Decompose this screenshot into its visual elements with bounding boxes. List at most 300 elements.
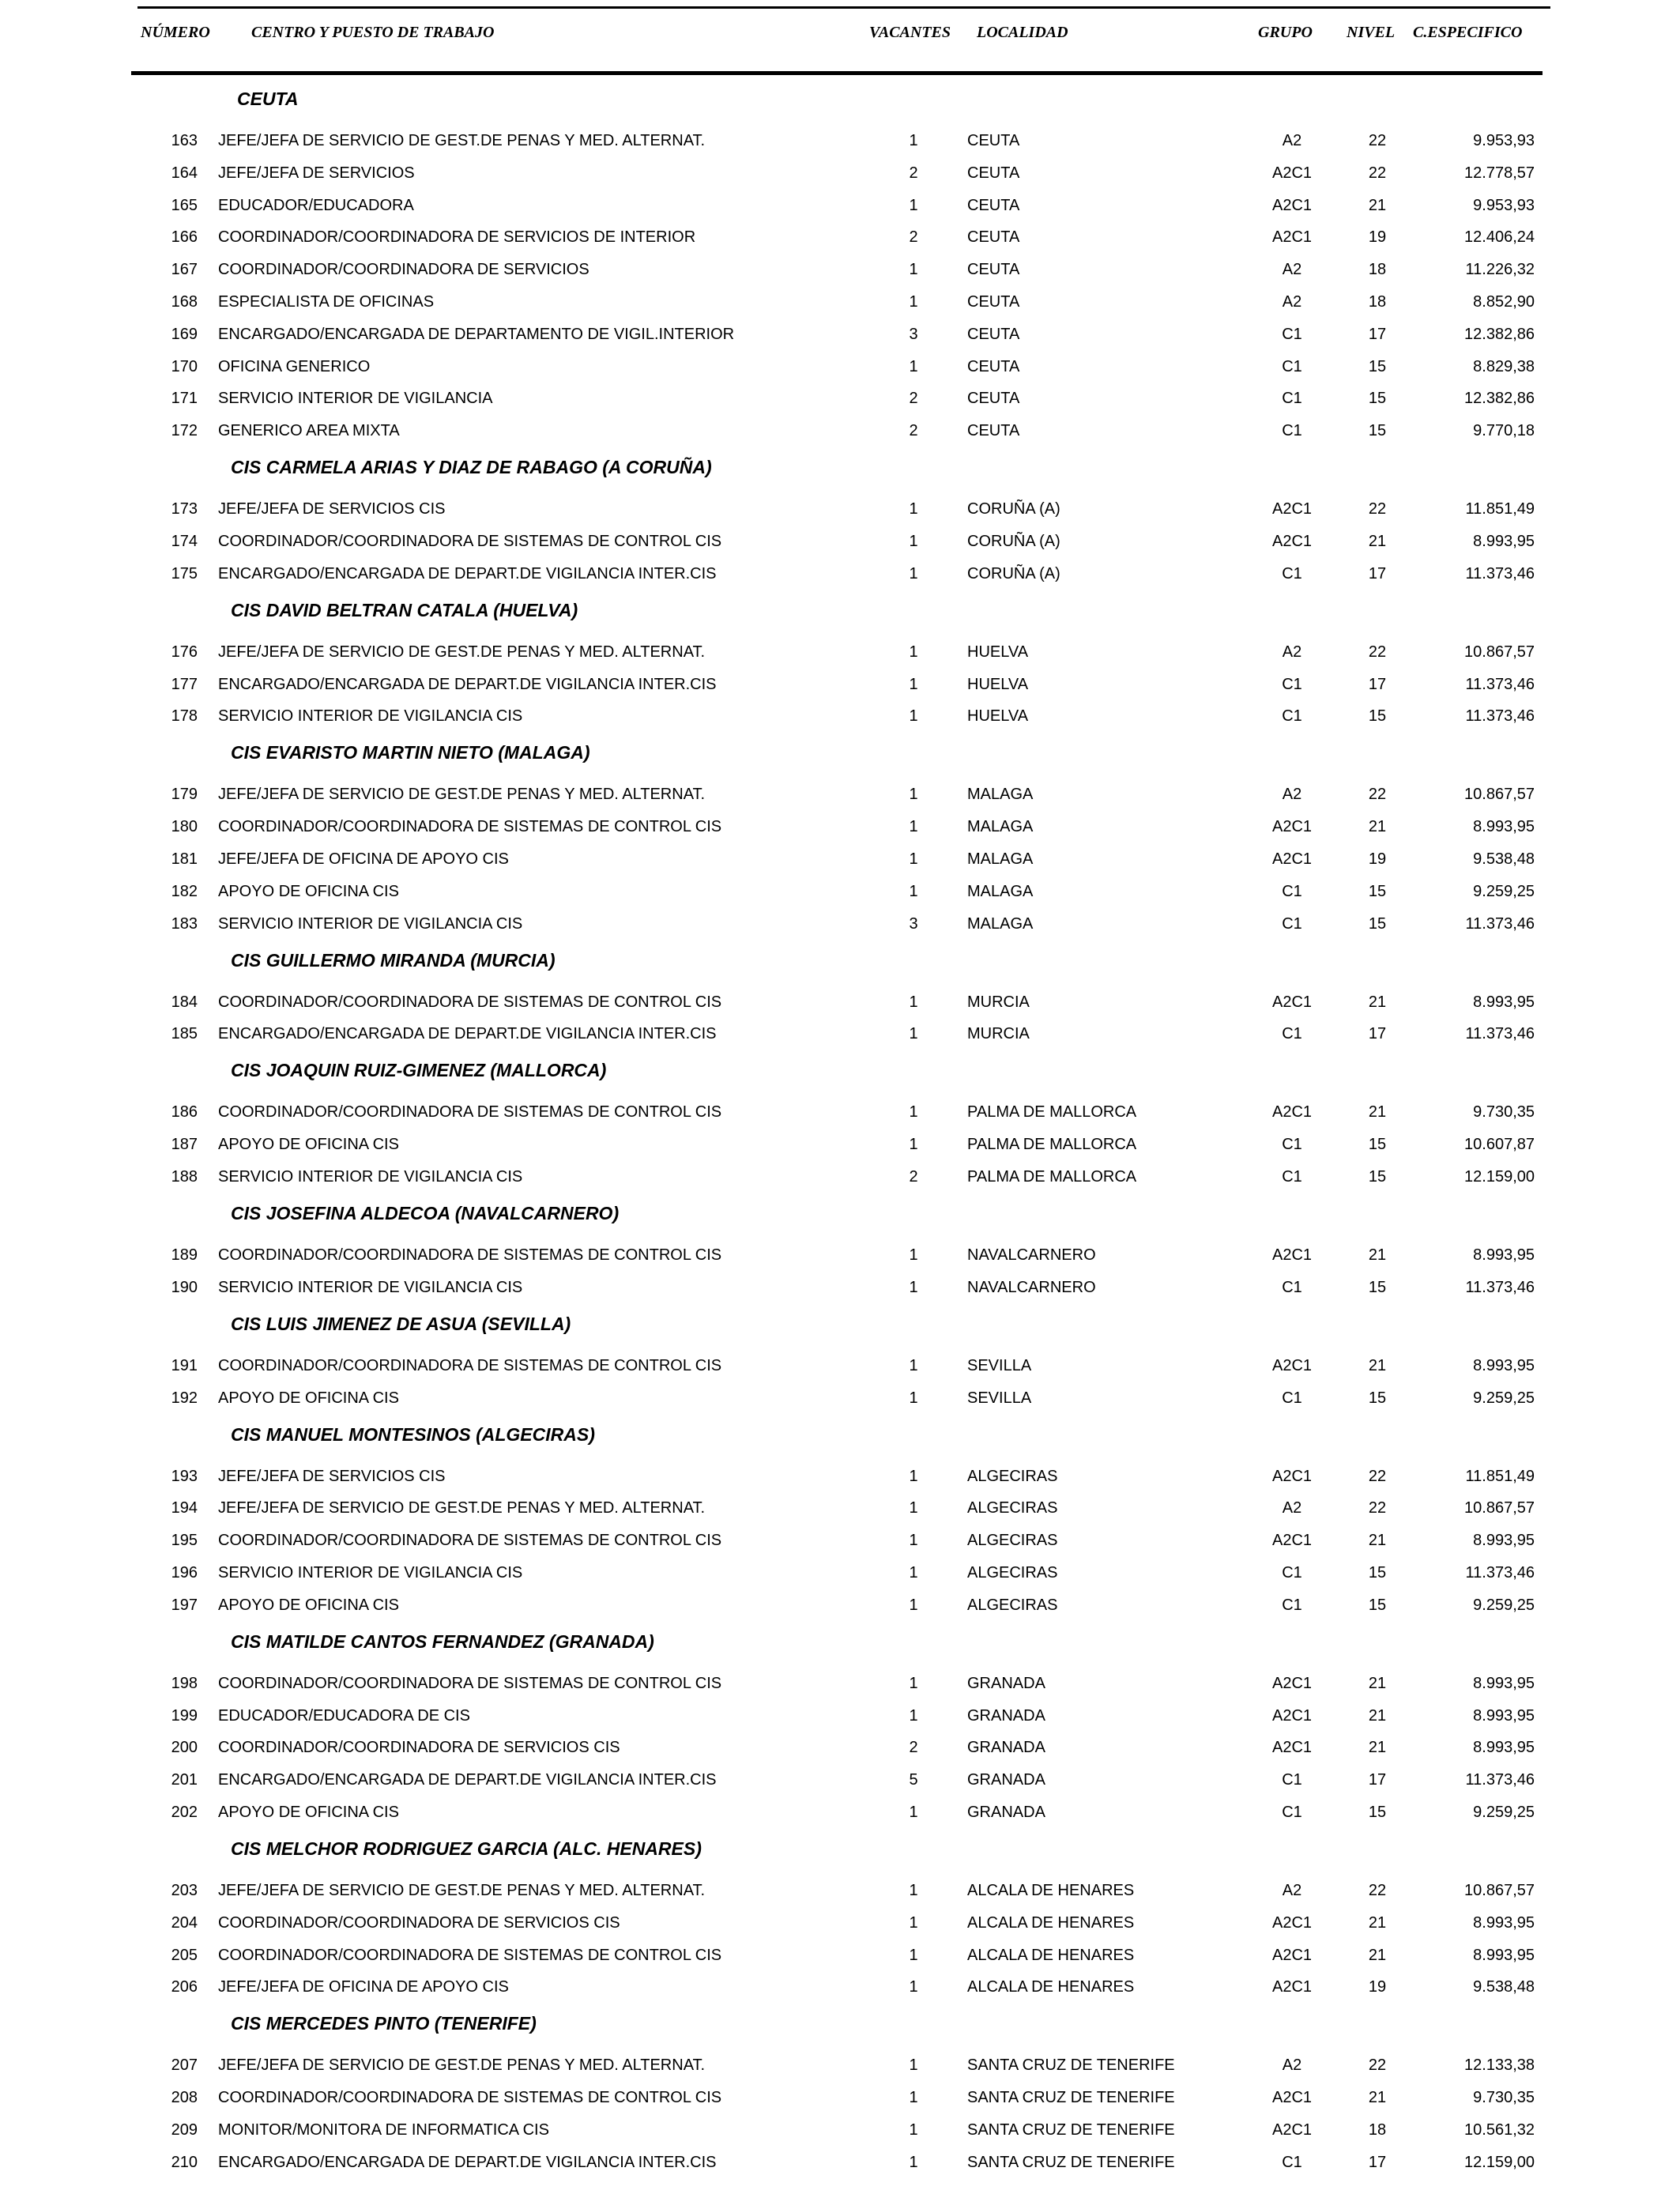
group: C1 <box>1282 882 1302 900</box>
vacancies: 3 <box>909 325 918 343</box>
vacancies: 1 <box>909 993 918 1011</box>
header-localidad: LOCALIDAD <box>977 24 1068 41</box>
position-name: APOYO DE OFICINA CIS <box>218 1136 399 1154</box>
position-name: ENCARGADO/ENCARGADA DE DEPART.DE VIGILANCIA INTER.CIS <box>218 675 717 693</box>
table-row <box>0 1354 1680 1381</box>
locality: GRANADA <box>967 1771 1045 1789</box>
table-row <box>0 1768 1680 1795</box>
group: A2C1 <box>1271 1913 1313 1932</box>
specific-complement: 9.953,93 <box>1473 196 1535 214</box>
header-vacantes: VACANTES <box>869 24 951 41</box>
table-row <box>0 2118 1680 2145</box>
position-name: COORDINADOR/COORDINADORA DE SERVICIOS DE INTERIOR <box>218 228 696 247</box>
level: 21 <box>1368 2089 1387 2107</box>
vacancies: 1 <box>909 1467 918 1485</box>
specific-complement: 11.373,46 <box>1465 1025 1535 1043</box>
position-name: JEFE/JEFA DE SERVICIO DE GEST.DE PENAS Y MED. ALTERNAT. <box>218 2056 706 2075</box>
row-number: 179 <box>171 786 198 804</box>
level: 21 <box>1368 1706 1387 1725</box>
row-number: 182 <box>171 882 198 900</box>
specific-complement: 9.259,25 <box>1473 1389 1535 1407</box>
specific-complement: 12.778,57 <box>1464 164 1535 182</box>
position-name: COORDINADOR/COORDINADORA DE SISTEMAS DE CONTROL CIS <box>218 993 722 1011</box>
table-row <box>0 1672 1680 1698</box>
level: 19 <box>1368 850 1387 868</box>
group: C1 <box>1282 1278 1302 1296</box>
specific-complement: 8.993,95 <box>1473 818 1535 836</box>
group: C1 <box>1282 1136 1302 1154</box>
locality: SANTA CRUZ DE TENERIFE <box>967 2089 1175 2107</box>
group: C1 <box>1282 1596 1302 1614</box>
group: A2C1 <box>1271 1356 1313 1374</box>
row-number: 186 <box>171 1103 198 1122</box>
row-number: 184 <box>171 993 198 1011</box>
level: 21 <box>1368 1246 1387 1264</box>
vacancies: 2 <box>909 228 918 247</box>
level: 15 <box>1368 1278 1387 1296</box>
specific-complement: 11.851,49 <box>1465 1467 1535 1485</box>
level: 22 <box>1368 1499 1387 1517</box>
specific-complement: 8.829,38 <box>1473 357 1535 375</box>
row-number: 166 <box>171 228 198 247</box>
group: C1 <box>1282 564 1302 582</box>
group: C1 <box>1282 1168 1302 1186</box>
level: 18 <box>1368 261 1387 279</box>
position-name: JEFE/JEFA DE SERVICIOS <box>218 164 415 182</box>
position-name: COORDINADOR/COORDINADORA DE SISTEMAS DE CONTROL CIS <box>218 1532 722 1550</box>
vacancies: 1 <box>909 132 918 149</box>
locality: CEUTA <box>967 196 1020 214</box>
position-name: ENCARGADO/ENCARGADA DE DEPART.DE VIGILANCIA INTER.CIS <box>218 2153 717 2171</box>
header-grupo: GRUPO <box>1258 24 1313 41</box>
group: A2C1 <box>1271 1467 1313 1485</box>
specific-complement: 9.259,25 <box>1473 882 1535 900</box>
vacancies: 2 <box>909 390 918 408</box>
level: 21 <box>1368 1946 1387 1964</box>
row-number: 171 <box>171 390 198 408</box>
position-name: COORDINADOR/COORDINADORA DE SISTEMAS DE CONTROL CIS <box>218 1103 722 1122</box>
section-title: CIS JOSEFINA ALDECOA (NAVALCARNERO) <box>231 1203 620 1223</box>
group: C1 <box>1282 914 1302 933</box>
specific-complement: 11.373,46 <box>1465 1771 1535 1789</box>
specific-complement: 9.953,93 <box>1473 132 1535 149</box>
level: 15 <box>1368 1564 1387 1581</box>
specific-complement: 8.993,95 <box>1473 1356 1535 1374</box>
specific-complement: 8.993,95 <box>1473 1739 1535 1757</box>
table-row <box>0 880 1680 907</box>
specific-complement: 10.867,57 <box>1464 786 1535 804</box>
vacancies: 2 <box>909 1168 918 1186</box>
level: 21 <box>1368 1532 1387 1550</box>
locality: MALAGA <box>967 850 1034 868</box>
vacancies: 1 <box>909 1025 918 1043</box>
group: A2C1 <box>1271 993 1313 1011</box>
row-number: 170 <box>171 357 198 375</box>
specific-complement: 11.851,49 <box>1465 500 1535 518</box>
row-number: 188 <box>171 1168 198 1186</box>
table-row <box>0 1943 1680 1970</box>
row-number: 165 <box>171 196 198 214</box>
table-row <box>0 355 1680 382</box>
specific-complement: 10.867,57 <box>1464 1882 1535 1899</box>
locality: NAVALCARNERO <box>967 1246 1096 1264</box>
level: 15 <box>1368 1168 1387 1186</box>
table-row <box>0 194 1680 221</box>
position-name: JEFE/JEFA DE SERVICIO DE GEST.DE PENAS Y MED. ALTERNAT. <box>218 643 706 661</box>
group: A2C1 <box>1271 164 1313 182</box>
table-row <box>0 640 1680 667</box>
group: A2C1 <box>1271 196 1313 214</box>
group: A2C1 <box>1271 1103 1313 1122</box>
locality: GRANADA <box>967 1674 1045 1692</box>
position-name: SERVICIO INTERIOR DE VIGILANCIA CIS <box>218 707 523 726</box>
group: C1 <box>1282 707 1302 726</box>
specific-complement: 8.993,95 <box>1473 993 1535 1011</box>
vacancies: 1 <box>909 643 918 661</box>
vacancies: 1 <box>909 818 918 836</box>
position-name: GENERICO AREA MIXTA <box>218 422 400 440</box>
group: A2C1 <box>1271 2089 1313 2107</box>
section-title: CIS CARMELA ARIAS Y DIAZ DE RABAGO (A CORUÑA) <box>231 457 712 478</box>
locality: ALCALA DE HENARES <box>967 1882 1135 1899</box>
top-rule <box>137 6 1550 9</box>
vacancies: 1 <box>909 2153 918 2171</box>
row-number: 173 <box>171 500 198 518</box>
table-row <box>0 1800 1680 1827</box>
specific-complement: 12.382,86 <box>1464 325 1535 343</box>
table-row <box>0 1022 1680 1049</box>
section-title: CIS DAVID BELTRAN CATALA (HUELVA) <box>231 599 578 620</box>
locality: ALGECIRAS <box>967 1499 1058 1517</box>
locality: MALAGA <box>967 818 1034 836</box>
group: A2C1 <box>1271 1946 1313 1964</box>
table-row <box>0 990 1680 1017</box>
table-row <box>0 1529 1680 1555</box>
level: 18 <box>1368 293 1387 311</box>
table-row <box>0 1496 1680 1523</box>
row-number: 185 <box>171 1025 198 1043</box>
locality: PALMA DE MALLORCA <box>967 1103 1137 1122</box>
locality: CORUÑA (A) <box>967 533 1060 550</box>
specific-complement: 9.259,25 <box>1473 1804 1535 1821</box>
position-name: APOYO DE OFICINA CIS <box>218 1389 399 1407</box>
row-number: 205 <box>171 1946 198 1964</box>
specific-complement: 8.993,95 <box>1473 1946 1535 1964</box>
row-number: 187 <box>171 1136 198 1154</box>
specific-complement: 8.993,95 <box>1473 533 1535 550</box>
level: 15 <box>1368 882 1387 900</box>
group: A2 <box>1282 132 1302 149</box>
level: 17 <box>1368 2153 1387 2171</box>
position-name: APOYO DE OFICINA CIS <box>218 1596 399 1614</box>
table-row <box>0 1704 1680 1731</box>
locality: CEUTA <box>967 228 1020 247</box>
row-number: 164 <box>171 164 198 182</box>
level: 15 <box>1368 1389 1387 1407</box>
level: 21 <box>1368 1103 1387 1122</box>
vacancies: 1 <box>909 1596 918 1614</box>
row-number: 189 <box>171 1246 198 1264</box>
table-row <box>0 1911 1680 1938</box>
group: C1 <box>1282 2153 1302 2171</box>
specific-complement: 8.993,95 <box>1473 1674 1535 1692</box>
table-row <box>0 1975 1680 2002</box>
specific-complement: 10.867,57 <box>1464 643 1535 661</box>
specific-complement: 9.770,18 <box>1473 422 1535 440</box>
section-title: CIS LUIS JIMENEZ DE ASUA (SEVILLA) <box>231 1313 571 1334</box>
specific-complement: 12.159,00 <box>1464 2153 1535 2171</box>
locality: ALGECIRAS <box>967 1467 1058 1485</box>
row-number: 178 <box>171 707 198 726</box>
specific-complement: 10.561,32 <box>1464 2121 1535 2139</box>
locality: CORUÑA (A) <box>967 500 1060 518</box>
group: A2C1 <box>1271 1674 1313 1692</box>
group: A2C1 <box>1271 850 1313 868</box>
level: 15 <box>1368 1596 1387 1614</box>
position-name: SERVICIO INTERIOR DE VIGILANCIA CIS <box>218 1278 523 1296</box>
locality: ALGECIRAS <box>967 1596 1058 1614</box>
position-name: OFICINA GENERICO <box>218 357 371 375</box>
table-row <box>0 161 1680 188</box>
position-name: COORDINADOR/COORDINADORA DE SERVICIOS CIS <box>218 1739 620 1757</box>
vacancies: 1 <box>909 1564 918 1581</box>
group: A2C1 <box>1271 1978 1313 1996</box>
group: C1 <box>1282 1025 1302 1043</box>
specific-complement: 12.133,38 <box>1464 2056 1535 2075</box>
row-number: 204 <box>171 1913 198 1932</box>
vacancies: 1 <box>909 1103 918 1122</box>
table-row <box>0 912 1680 939</box>
table-row <box>0 2086 1680 2113</box>
specific-complement: 11.373,46 <box>1465 1278 1535 1296</box>
level: 22 <box>1368 132 1387 149</box>
header-centro: CENTRO Y PUESTO DE TRABAJO <box>251 24 495 41</box>
locality: MALAGA <box>967 914 1034 933</box>
specific-complement: 12.159,00 <box>1464 1168 1535 1186</box>
header-rule <box>131 71 1543 75</box>
row-number: 194 <box>171 1499 198 1517</box>
locality: SEVILLA <box>967 1389 1032 1407</box>
specific-complement: 11.373,46 <box>1465 707 1535 726</box>
section-title: CIS MANUEL MONTESINOS (ALGECIRAS) <box>231 1423 595 1445</box>
specific-complement: 11.373,46 <box>1465 1564 1535 1581</box>
group: A2C1 <box>1271 500 1313 518</box>
locality: GRANADA <box>967 1739 1045 1757</box>
group: C1 <box>1282 675 1302 693</box>
level: 21 <box>1368 993 1387 1011</box>
position-name: JEFE/JEFA DE SERVICIO DE GEST.DE PENAS Y MED. ALTERNAT. <box>218 1882 706 1899</box>
table-row <box>0 673 1680 699</box>
group: A2C1 <box>1271 2121 1313 2139</box>
vacancies: 1 <box>909 1136 918 1154</box>
table-row <box>0 129 1680 156</box>
group: C1 <box>1282 1389 1302 1407</box>
row-number: 172 <box>171 422 198 440</box>
locality: CEUTA <box>967 293 1020 311</box>
row-number: 169 <box>171 325 198 343</box>
vacancies: 1 <box>909 1913 918 1932</box>
position-name: JEFE/JEFA DE SERVICIOS CIS <box>218 500 446 518</box>
vacancies: 1 <box>909 1499 918 1517</box>
row-number: 168 <box>171 293 198 311</box>
table-row <box>0 386 1680 413</box>
group: A2 <box>1282 293 1302 311</box>
section-title: CIS MELCHOR RODRIGUEZ GARCIA (ALC. HENARES) <box>231 1838 702 1859</box>
group: C1 <box>1282 357 1302 375</box>
locality: SANTA CRUZ DE TENERIFE <box>967 2153 1175 2171</box>
locality: PALMA DE MALLORCA <box>967 1136 1137 1154</box>
vacancies: 1 <box>909 196 918 214</box>
level: 15 <box>1368 1804 1387 1821</box>
row-number: 203 <box>171 1882 198 1899</box>
position-name: ESPECIALISTA DE OFICINAS <box>218 293 435 311</box>
level: 21 <box>1368 1913 1387 1932</box>
table-row <box>0 1386 1680 1413</box>
row-number: 201 <box>171 1771 198 1789</box>
position-name: APOYO DE OFICINA CIS <box>218 882 399 900</box>
specific-complement: 11.226,32 <box>1465 261 1535 279</box>
vacancies: 3 <box>909 914 918 933</box>
level: 17 <box>1368 675 1387 693</box>
position-name: COORDINADOR/COORDINADORA DE SERVICIOS CIS <box>218 1913 620 1932</box>
group: A2 <box>1282 643 1302 661</box>
position-name: SERVICIO INTERIOR DE VIGILANCIA CIS <box>218 1168 523 1186</box>
level: 19 <box>1368 228 1387 247</box>
locality: CEUTA <box>967 325 1020 343</box>
locality: ALCALA DE HENARES <box>967 1978 1135 1996</box>
table-row <box>0 847 1680 874</box>
group: A2C1 <box>1271 228 1313 247</box>
locality: ALCALA DE HENARES <box>967 1913 1135 1932</box>
vacancies: 1 <box>909 1674 918 1692</box>
level: 15 <box>1368 1136 1387 1154</box>
level: 17 <box>1368 1771 1387 1789</box>
row-number: 191 <box>171 1356 198 1374</box>
locality: HUELVA <box>967 675 1029 693</box>
vacancies: 1 <box>909 564 918 582</box>
specific-complement: 9.730,35 <box>1473 2089 1535 2107</box>
specific-complement: 11.373,46 <box>1465 564 1535 582</box>
level: 22 <box>1368 164 1387 182</box>
level: 15 <box>1368 914 1387 933</box>
locality: HUELVA <box>967 707 1029 726</box>
specific-complement: 12.382,86 <box>1464 390 1535 408</box>
row-number: 196 <box>171 1564 198 1581</box>
locality: HUELVA <box>967 643 1029 661</box>
specific-complement: 8.993,95 <box>1473 1246 1535 1264</box>
level: 21 <box>1368 1739 1387 1757</box>
specific-complement: 9.259,25 <box>1473 1596 1535 1614</box>
position-name: ENCARGADO/ENCARGADA DE DEPART.DE VIGILANCIA INTER.CIS <box>218 1771 717 1789</box>
locality: CEUTA <box>967 261 1020 279</box>
row-number: 175 <box>171 564 198 582</box>
level: 21 <box>1368 818 1387 836</box>
row-number: 197 <box>171 1596 198 1614</box>
vacancies: 1 <box>909 1706 918 1725</box>
group: A2 <box>1282 261 1302 279</box>
locality: CEUTA <box>967 357 1020 375</box>
row-number: 163 <box>171 132 198 149</box>
table-row <box>0 2053 1680 2080</box>
table-row <box>0 290 1680 317</box>
specific-complement: 11.373,46 <box>1465 914 1535 933</box>
row-number: 199 <box>171 1706 198 1725</box>
level: 17 <box>1368 325 1387 343</box>
level: 22 <box>1368 786 1387 804</box>
vacancies: 1 <box>909 786 918 804</box>
section-title: CEUTA <box>237 89 299 109</box>
section-title: CIS EVARISTO MARTIN NIETO (MALAGA) <box>231 742 590 763</box>
row-number: 206 <box>171 1978 198 1996</box>
table-row <box>0 1465 1680 1491</box>
level: 15 <box>1368 707 1387 726</box>
vacancies: 1 <box>909 882 918 900</box>
group: A2 <box>1282 1499 1302 1517</box>
header-c-especifico: C.ESPECIFICO <box>1413 24 1523 41</box>
position-name: COORDINADOR/COORDINADORA DE SISTEMAS DE CONTROL CIS <box>218 2089 722 2107</box>
vacancies: 1 <box>909 357 918 375</box>
position-name: COORDINADOR/COORDINADORA DE SISTEMAS DE CONTROL CIS <box>218 1674 722 1692</box>
locality: MURCIA <box>967 1025 1030 1043</box>
specific-complement: 8.993,95 <box>1473 1532 1535 1550</box>
vacancies: 1 <box>909 2056 918 2075</box>
row-number: 207 <box>171 2056 198 2075</box>
table-row <box>0 1243 1680 1270</box>
locality: CEUTA <box>967 164 1020 182</box>
section-title: CIS MERCEDES PINTO (TENERIFE) <box>231 2013 537 2034</box>
vacancies: 2 <box>909 422 918 440</box>
vacancies: 1 <box>909 261 918 279</box>
table-row <box>0 497 1680 524</box>
group: A2C1 <box>1271 818 1313 836</box>
group: A2 <box>1282 786 1302 804</box>
level: 22 <box>1368 2056 1387 2075</box>
vacancies: 2 <box>909 164 918 182</box>
group: A2C1 <box>1271 1706 1313 1725</box>
header-nivel: NIVEL <box>1347 24 1396 41</box>
position-name: COORDINADOR/COORDINADORA DE SISTEMAS DE CONTROL CIS <box>218 818 722 836</box>
vacancies: 1 <box>909 2121 918 2139</box>
vacancies: 1 <box>909 1804 918 1821</box>
vacancies: 1 <box>909 533 918 550</box>
level: 17 <box>1368 1025 1387 1043</box>
row-number: 177 <box>171 675 198 693</box>
vacancies: 2 <box>909 1739 918 1757</box>
level: 17 <box>1368 564 1387 582</box>
locality: GRANADA <box>967 1804 1045 1821</box>
vacancies: 1 <box>909 1532 918 1550</box>
row-number: 208 <box>171 2089 198 2107</box>
table-row <box>0 562 1680 589</box>
level: 15 <box>1368 422 1387 440</box>
group: C1 <box>1282 390 1302 408</box>
locality: SANTA CRUZ DE TENERIFE <box>967 2121 1175 2139</box>
vacancies: 1 <box>909 1389 918 1407</box>
level: 19 <box>1368 1978 1387 1996</box>
locality: NAVALCARNERO <box>967 1278 1096 1296</box>
position-name: SERVICIO INTERIOR DE VIGILANCIA CIS <box>218 914 523 933</box>
specific-complement: 12.406,24 <box>1464 228 1535 247</box>
row-number: 202 <box>171 1804 198 1821</box>
row-number: 180 <box>171 818 198 836</box>
level: 21 <box>1368 1356 1387 1374</box>
group: C1 <box>1282 325 1302 343</box>
locality: ALCALA DE HENARES <box>967 1946 1135 1964</box>
locality: GRANADA <box>967 1706 1045 1725</box>
level: 22 <box>1368 643 1387 661</box>
specific-complement: 8.993,95 <box>1473 1706 1535 1725</box>
group: A2C1 <box>1271 1246 1313 1264</box>
